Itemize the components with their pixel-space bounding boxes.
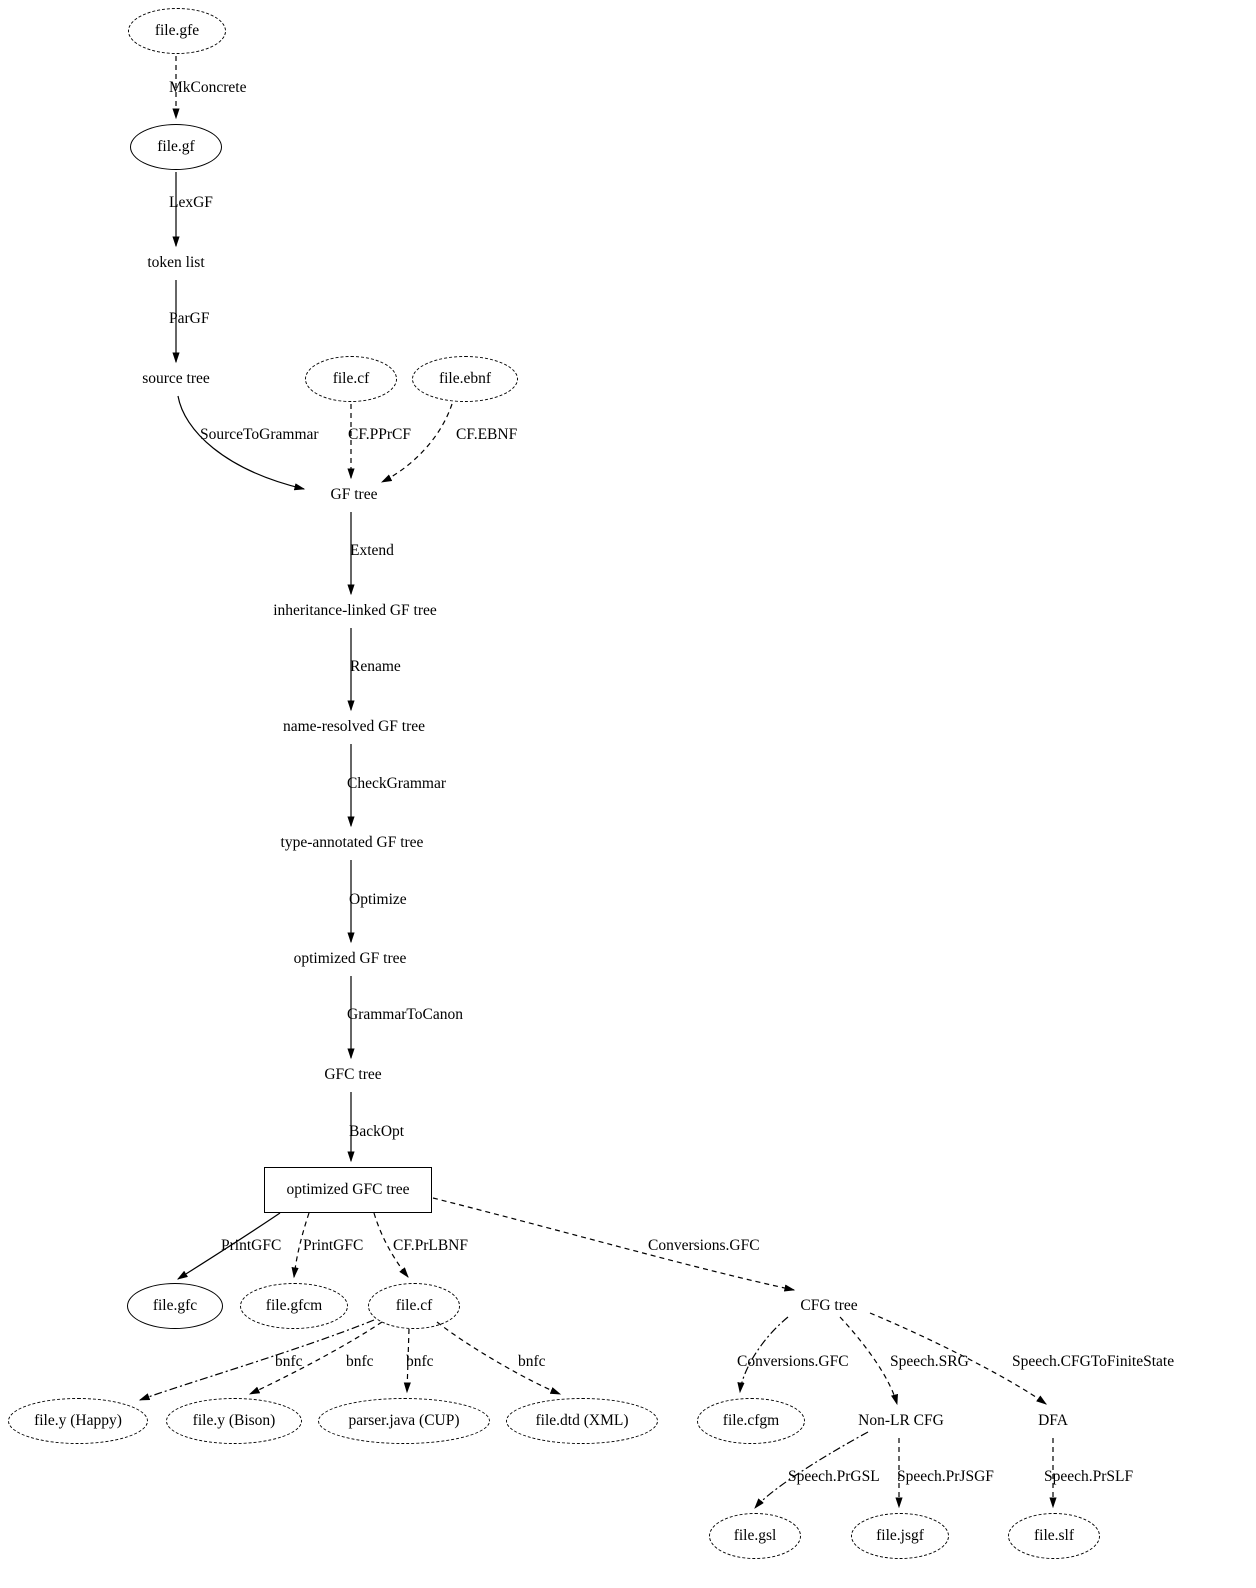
node-label: file.y (Happy) xyxy=(34,1412,122,1430)
node-label: file.gfe xyxy=(154,22,200,40)
edge-label-lexgf: LexGF xyxy=(169,194,213,211)
node-label: DFA xyxy=(1038,1412,1068,1430)
node-label: Non-LR CFG xyxy=(858,1412,944,1430)
edge-label-speech-cfgtofinitestate: Speech.CFGToFiniteState xyxy=(1012,1353,1175,1370)
node-label: file.dtd (XML) xyxy=(535,1412,629,1430)
node-label: file.gfcm xyxy=(265,1297,323,1315)
node-file-ebnf[interactable] xyxy=(412,356,518,402)
node-label: optimized GFC tree xyxy=(286,1181,410,1199)
edge-label-cf-ebnf: CF.EBNF xyxy=(456,426,518,443)
edge-label-speech-srg: Speech.SRG xyxy=(890,1353,969,1370)
edge-label-printgfc-2: PrintGFC xyxy=(303,1237,364,1254)
edge-label-bnfc-3: bnfc xyxy=(406,1353,434,1370)
edge-label-cf-pprcf: CF.PPrCF xyxy=(348,426,411,443)
edge-label-cf-prlbnf: CF.PrLBNF xyxy=(393,1237,468,1254)
node-file-gfc[interactable] xyxy=(127,1283,223,1329)
edge-label-speech-prgsl: Speech.PrGSL xyxy=(788,1468,880,1485)
node-label: file.y (Bison) xyxy=(192,1412,276,1430)
node-label: token list xyxy=(147,254,205,272)
edge-label-sourcetogrammar: SourceToGrammar xyxy=(200,426,319,443)
node-parser-java-cup[interactable] xyxy=(318,1398,490,1444)
node-cfg-tree xyxy=(783,1295,875,1317)
edge-label-speech-prslf: Speech.PrSLF xyxy=(1044,1468,1134,1485)
node-token-list xyxy=(122,252,230,274)
edge-label-conversions-gfc-1: Conversions.GFC xyxy=(648,1237,760,1254)
edge-label-mkconcrete: MkConcrete xyxy=(169,79,247,96)
node-non-lr-cfg xyxy=(841,1410,961,1432)
edge-label-grammartocanon: GrammarToCanon xyxy=(347,1006,463,1023)
edge-label-conversions-gfc-2: Conversions.GFC xyxy=(737,1353,849,1370)
edge-label-bnfc-1: bnfc xyxy=(275,1353,303,1370)
node-file-gfcm[interactable] xyxy=(240,1283,348,1329)
edge-label-rename: Rename xyxy=(350,658,401,675)
node-optimized-gfc-tree[interactable] xyxy=(264,1167,432,1213)
node-file-y-bison[interactable] xyxy=(166,1398,302,1444)
node-file-y-happy[interactable] xyxy=(8,1398,148,1444)
node-file-slf[interactable] xyxy=(1008,1513,1100,1559)
edge-label-printgfc-1: PrintGFC xyxy=(221,1237,282,1254)
node-file-gfe[interactable] xyxy=(128,8,226,54)
node-label: file.gsl xyxy=(733,1527,777,1545)
node-label: file.gf xyxy=(157,138,195,156)
edge-label-backopt: BackOpt xyxy=(349,1123,405,1140)
edge-label-bnfc-2: bnfc xyxy=(346,1353,374,1370)
node-dfa xyxy=(1029,1410,1077,1432)
node-file-cf-top[interactable] xyxy=(305,356,397,402)
node-label: name-resolved GF tree xyxy=(282,718,426,736)
edge-label-extend: Extend xyxy=(350,542,394,559)
node-label: file.cf xyxy=(332,370,370,388)
node-type-annotated-gf-tree xyxy=(254,832,450,854)
node-label: file.cfgm xyxy=(722,1412,780,1430)
node-label: file.ebnf xyxy=(438,370,492,388)
node-label: parser.java (CUP) xyxy=(348,1412,460,1430)
node-label: file.slf xyxy=(1033,1527,1075,1545)
node-name-resolved-gf-tree xyxy=(258,716,450,738)
node-label: inheritance-linked GF tree xyxy=(273,602,437,620)
edge-label-optimize: Optimize xyxy=(349,891,407,908)
node-gfc-tree xyxy=(307,1064,399,1086)
edge-label-bnfc-4: bnfc xyxy=(518,1353,546,1370)
node-label: optimized GF tree xyxy=(293,950,407,968)
node-label: GFC tree xyxy=(324,1066,382,1084)
node-inheritance-linked-gf-tree xyxy=(248,600,462,622)
edge-label-checkgrammar: CheckGrammar xyxy=(347,775,446,792)
node-file-gf[interactable] xyxy=(130,124,222,170)
node-file-jsgf[interactable] xyxy=(851,1513,949,1559)
node-label: file.cf xyxy=(395,1297,433,1315)
node-file-gsl[interactable] xyxy=(709,1513,801,1559)
edge-label-pargf: ParGF xyxy=(169,310,210,327)
node-gf-tree xyxy=(313,484,395,506)
node-label: type-annotated GF tree xyxy=(280,834,424,852)
node-label: file.jsgf xyxy=(876,1527,924,1545)
node-source-tree xyxy=(118,368,234,390)
node-label: GF tree xyxy=(330,486,378,504)
node-file-cfgm[interactable] xyxy=(697,1398,805,1444)
node-label: file.gfc xyxy=(152,1297,198,1315)
node-file-dtd-xml[interactable] xyxy=(506,1398,658,1444)
node-label: CFG tree xyxy=(800,1297,858,1315)
node-file-cf-mid[interactable] xyxy=(368,1283,460,1329)
edge-label-speech-prjsgf: Speech.PrJSGF xyxy=(897,1468,994,1485)
node-optimized-gf-tree xyxy=(276,948,424,970)
node-label: source tree xyxy=(142,370,210,388)
